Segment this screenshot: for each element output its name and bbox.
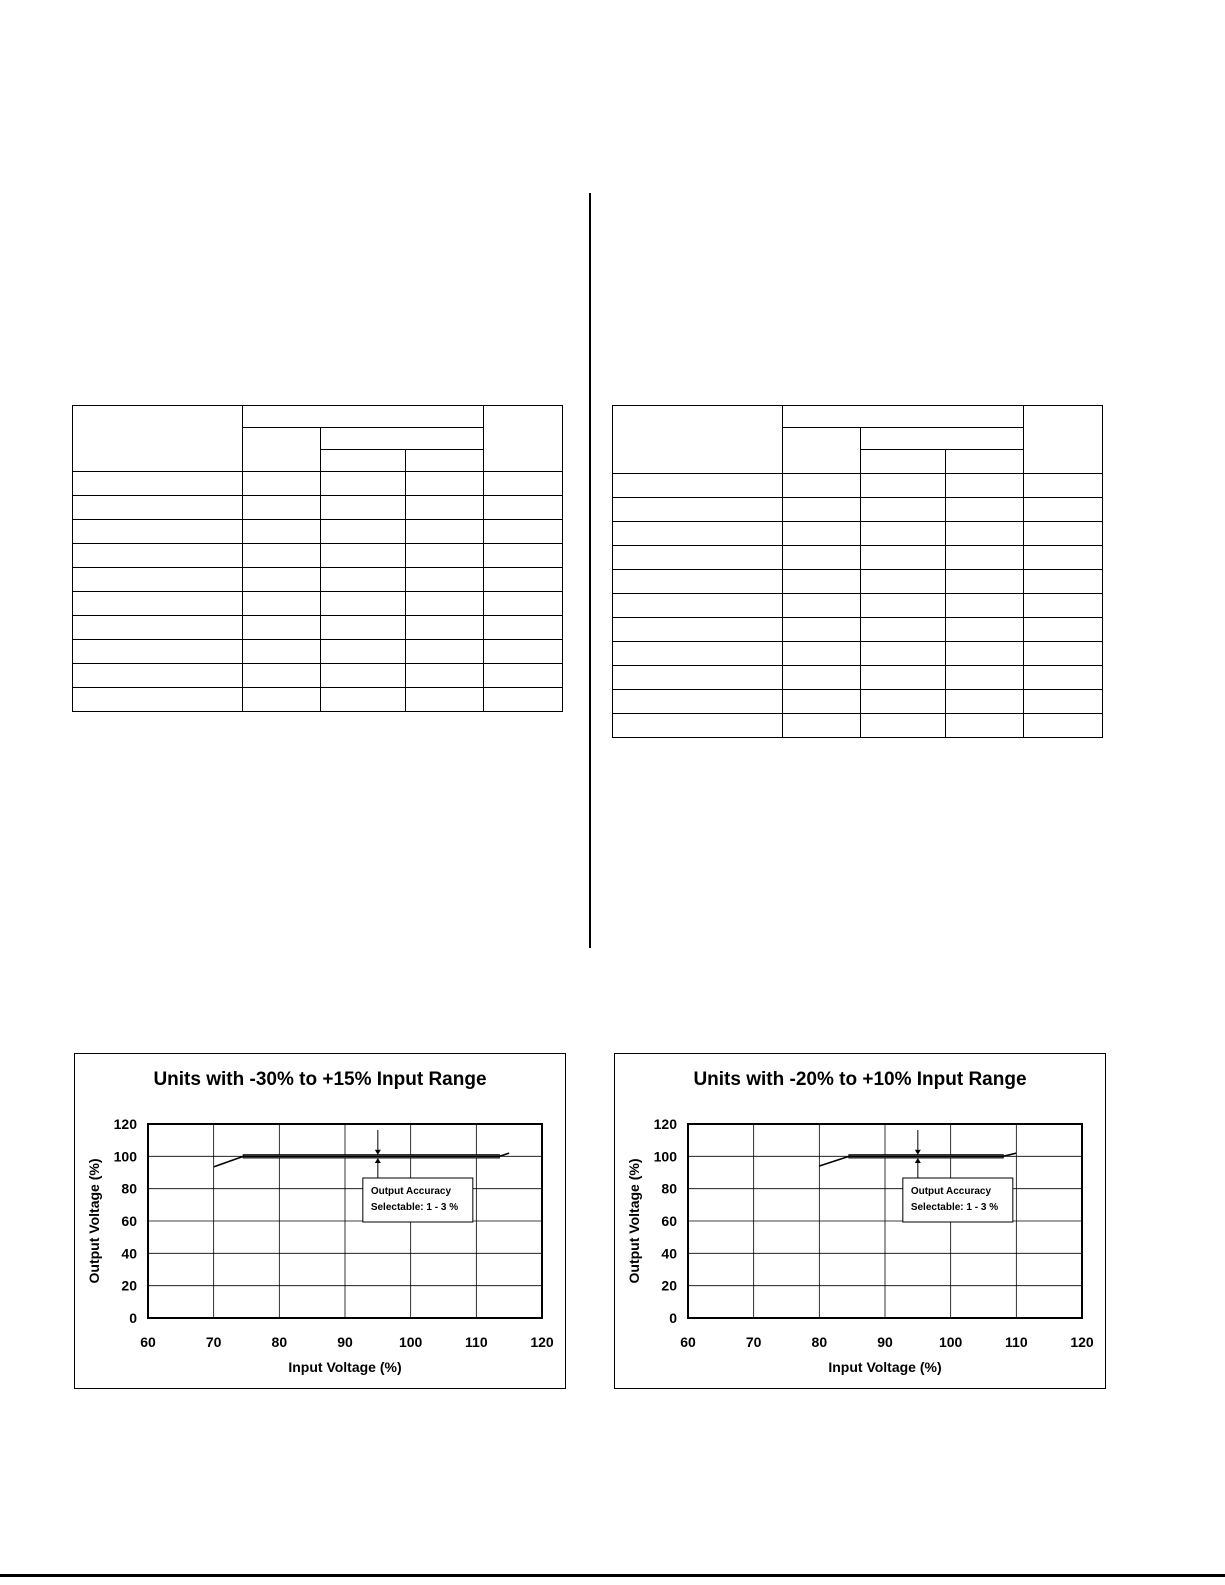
table-cell — [946, 474, 1024, 498]
x-tick-label: 60 — [680, 1334, 696, 1350]
y-tick-label: 40 — [121, 1245, 137, 1262]
table-cell — [783, 474, 861, 498]
table-cell — [73, 568, 243, 592]
table-cell — [243, 592, 321, 616]
table-cell — [321, 640, 406, 664]
table-cell — [1024, 714, 1103, 738]
table-cell — [321, 544, 406, 568]
table-cell — [613, 546, 783, 570]
x-tick-label: 110 — [1005, 1334, 1028, 1350]
y-tick-label: 80 — [121, 1180, 137, 1197]
chart-left-frame — [74, 1053, 566, 1389]
table-cell — [1024, 522, 1103, 546]
table-row — [613, 714, 1103, 738]
table-cell — [243, 640, 321, 664]
y-tick-label: 20 — [661, 1277, 677, 1294]
table-row — [613, 690, 1103, 714]
table-cell — [73, 688, 243, 712]
header-cell — [321, 428, 484, 450]
table-cell — [484, 688, 563, 712]
table-cell — [73, 664, 243, 688]
y-axis-label: Output Voltage (%) — [86, 1158, 102, 1284]
table-cell — [73, 592, 243, 616]
table-cell — [783, 642, 861, 666]
column-divider — [589, 193, 591, 948]
table-row — [613, 474, 1103, 498]
table-cell — [613, 522, 783, 546]
table-cell — [783, 618, 861, 642]
table-row — [613, 498, 1103, 522]
x-tick-label: 120 — [1070, 1334, 1094, 1350]
header-cell — [613, 406, 783, 474]
annotation-box — [363, 1178, 473, 1222]
table-cell — [946, 714, 1024, 738]
table-cell — [243, 520, 321, 544]
table-cell — [406, 472, 484, 496]
chart-right-frame — [614, 1053, 1106, 1389]
table-row — [613, 522, 1103, 546]
table-cell — [1024, 618, 1103, 642]
y-tick-label: 60 — [121, 1213, 137, 1229]
table-cell — [946, 498, 1024, 522]
table-cell — [783, 522, 861, 546]
table-row — [613, 546, 1103, 570]
table-cell — [613, 618, 783, 642]
table-cell — [783, 690, 861, 714]
table-cell — [946, 690, 1024, 714]
header-cell — [783, 428, 861, 474]
table-cell — [406, 664, 484, 688]
table-cell — [861, 618, 946, 642]
table-row — [73, 592, 563, 616]
table-cell — [861, 690, 946, 714]
table-cell — [783, 714, 861, 738]
table-cell — [73, 544, 243, 568]
y-tick-label: 60 — [661, 1213, 677, 1229]
table-cell — [946, 666, 1024, 690]
table-cell — [1024, 666, 1103, 690]
table-cell — [861, 594, 946, 618]
table-cell — [946, 642, 1024, 666]
chart-title: Units with -30% to +15% Input Range — [153, 1069, 487, 1090]
header-cell — [243, 406, 484, 428]
table-cell — [243, 544, 321, 568]
x-tick-label: 70 — [745, 1334, 762, 1350]
table-cell — [613, 474, 783, 498]
table-cell — [1024, 690, 1103, 714]
table-cell — [861, 666, 946, 690]
table-cell — [861, 522, 946, 546]
table-cell — [321, 616, 406, 640]
annotation-line1: Output Accuracy — [370, 1186, 452, 1197]
x-tick-label: 60 — [140, 1334, 156, 1350]
table-cell — [946, 522, 1024, 546]
table-cell — [613, 642, 783, 666]
spec-table-right — [612, 405, 1103, 738]
y-tick-label: 100 — [113, 1148, 137, 1165]
x-axis-label: Input Voltage (%) — [828, 1359, 942, 1375]
table-cell — [613, 714, 783, 738]
table-cell — [484, 664, 563, 688]
table-row — [73, 496, 563, 520]
annotation-line2: Selectable: 1 - 3 % — [370, 1202, 459, 1213]
table-row — [613, 666, 1103, 690]
table-row — [73, 544, 563, 568]
y-tick-label: 120 — [653, 1116, 677, 1132]
table-cell — [406, 616, 484, 640]
x-tick-label: 120 — [530, 1334, 554, 1350]
y-tick-label: 100 — [653, 1148, 677, 1165]
table-row — [73, 520, 563, 544]
x-tick-label: 70 — [205, 1334, 222, 1350]
table-cell — [243, 472, 321, 496]
table-row — [613, 642, 1103, 666]
table-cell — [946, 546, 1024, 570]
x-tick-label: 80 — [271, 1334, 288, 1350]
table-cell — [484, 592, 563, 616]
table-cell — [73, 616, 243, 640]
table-cell — [613, 594, 783, 618]
table-cell — [946, 594, 1024, 618]
table-cell — [783, 594, 861, 618]
spec-table-left — [72, 405, 563, 712]
table-cell — [484, 472, 563, 496]
table-cell — [406, 592, 484, 616]
table-cell — [1024, 570, 1103, 594]
annotation-line1: Output Accuracy — [910, 1186, 992, 1197]
table-cell — [613, 570, 783, 594]
table-cell — [484, 544, 563, 568]
table-cell — [321, 664, 406, 688]
table-cell — [484, 520, 563, 544]
header-cell — [243, 428, 321, 472]
table-cell — [783, 570, 861, 594]
table-cell — [406, 496, 484, 520]
y-tick-label: 80 — [661, 1180, 677, 1197]
table-cell — [243, 568, 321, 592]
table-row — [73, 688, 563, 712]
table-cell — [861, 546, 946, 570]
table-cell — [321, 688, 406, 712]
table-row — [613, 594, 1103, 618]
table-cell — [484, 496, 563, 520]
header-cell — [946, 450, 1024, 474]
table-cell — [783, 546, 861, 570]
header-cell — [406, 450, 484, 472]
table-cell — [73, 472, 243, 496]
table-cell — [783, 498, 861, 522]
table-cell — [946, 570, 1024, 594]
table-cell — [1024, 594, 1103, 618]
footer-rule — [0, 1574, 1225, 1577]
chart-right — [615, 1054, 1105, 1388]
table-cell — [243, 616, 321, 640]
table-cell — [321, 568, 406, 592]
y-tick-label: 0 — [669, 1310, 677, 1326]
table-cell — [1024, 498, 1103, 522]
x-tick-label: 90 — [877, 1334, 893, 1350]
table-cell — [243, 664, 321, 688]
table-cell — [406, 544, 484, 568]
header-cell — [783, 406, 1024, 428]
table-cell — [321, 496, 406, 520]
table-row — [73, 472, 563, 496]
header-cell — [861, 450, 946, 474]
annotation-line2: Selectable: 1 - 3 % — [910, 1202, 999, 1213]
chart-title: Units with -20% to +10% Input Range — [693, 1069, 1027, 1090]
chart-left — [75, 1054, 565, 1388]
header-cell — [73, 406, 243, 472]
x-tick-label: 100 — [398, 1334, 423, 1350]
table-cell — [406, 520, 484, 544]
table-cell — [783, 666, 861, 690]
x-tick-label: 80 — [811, 1334, 828, 1350]
table-cell — [613, 690, 783, 714]
table-cell — [861, 642, 946, 666]
table-cell — [946, 618, 1024, 642]
table-row — [73, 616, 563, 640]
table-cell — [861, 474, 946, 498]
table-cell — [321, 472, 406, 496]
y-tick-label: 20 — [121, 1277, 137, 1294]
x-axis-label: Input Voltage (%) — [288, 1359, 402, 1375]
table-cell — [321, 592, 406, 616]
table-cell — [243, 688, 321, 712]
header-cell — [1024, 406, 1103, 474]
y-tick-label: 120 — [113, 1116, 137, 1132]
table-cell — [73, 496, 243, 520]
table-cell — [1024, 642, 1103, 666]
table-cell — [861, 714, 946, 738]
annotation-box — [903, 1178, 1013, 1222]
table-cell — [861, 498, 946, 522]
table-row — [73, 640, 563, 664]
table-cell — [406, 568, 484, 592]
header-cell — [484, 406, 563, 472]
table-cell — [861, 570, 946, 594]
table-row — [613, 618, 1103, 642]
table-row — [613, 570, 1103, 594]
header-cell — [861, 428, 1024, 450]
y-tick-label: 0 — [129, 1310, 137, 1326]
table-cell — [321, 520, 406, 544]
table-cell — [73, 640, 243, 664]
y-axis-label: Output Voltage (%) — [626, 1158, 642, 1284]
table-cell — [243, 496, 321, 520]
table-cell — [406, 688, 484, 712]
table-cell — [613, 666, 783, 690]
table-cell — [484, 640, 563, 664]
table-row — [73, 664, 563, 688]
table-cell — [73, 520, 243, 544]
table-cell — [406, 640, 484, 664]
table-cell — [484, 568, 563, 592]
x-tick-label: 110 — [465, 1334, 488, 1350]
y-tick-label: 40 — [661, 1245, 677, 1262]
table-cell — [1024, 546, 1103, 570]
x-tick-label: 100 — [938, 1334, 963, 1350]
table-cell — [1024, 474, 1103, 498]
table-cell — [613, 498, 783, 522]
table-cell — [484, 616, 563, 640]
table-row — [73, 568, 563, 592]
header-cell — [321, 450, 406, 472]
x-tick-label: 90 — [337, 1334, 353, 1350]
